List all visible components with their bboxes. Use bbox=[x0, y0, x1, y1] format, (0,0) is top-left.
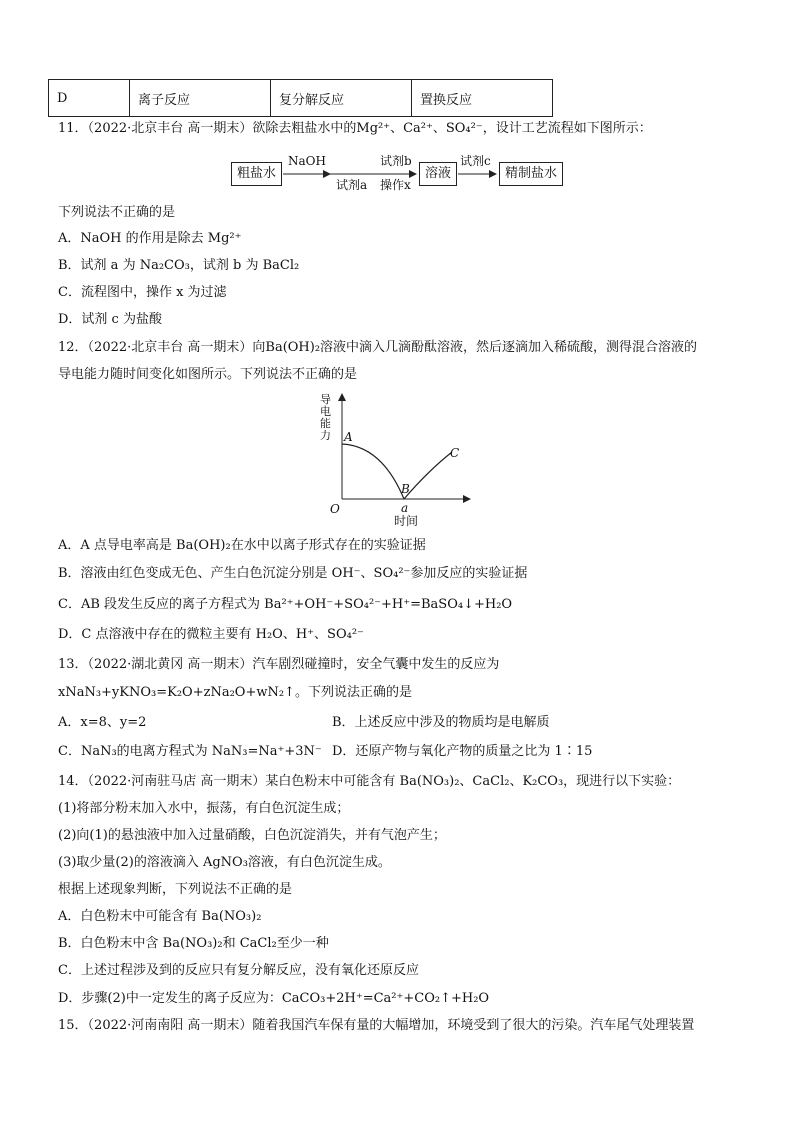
q11-option-b: B．试剂 a 为 Na₂CO₃，试剂 b 为 BaCl₂ bbox=[58, 258, 300, 273]
graph-xlabel: 时间 bbox=[394, 514, 419, 528]
q13-option-b: B．上述反应中涉及的物质均是电解质 bbox=[332, 715, 550, 730]
q14-step-2: (2)向(1)的悬浊液中加入过量硝酸，白色沉淀消失，并有气泡产生； bbox=[58, 828, 446, 843]
process-flow-diagram bbox=[0, 154, 794, 204]
q12-option-a: A．A 点导电率高是 Ba(OH)₂在水中以离子形式存在的实验证据 bbox=[58, 538, 426, 553]
flow-label-reagent-c: 试剂c bbox=[460, 154, 491, 168]
curve-ab bbox=[342, 444, 404, 499]
q11-option-c: C．流程图中，操作 x 为过滤 bbox=[58, 285, 227, 300]
graph-tick-a: a bbox=[401, 501, 409, 515]
table-cell: D bbox=[49, 80, 130, 117]
q13-stem: 13．（2022·湖北黄冈 高一期末）汽车剧烈碰撞时，安全气囊中发生的反应为 bbox=[58, 657, 500, 672]
q13-option-c: C．NaN₃的电离方程式为 NaN₃=Na⁺+3N⁻ bbox=[58, 744, 322, 759]
flow-label-reagent-b: 试剂b bbox=[380, 154, 412, 168]
table-row bbox=[49, 80, 553, 117]
table-cell: 置换反应 bbox=[412, 80, 553, 117]
flow-label-operation-x: 操作x bbox=[380, 178, 411, 192]
q12-option-b: B．溶液由红色变成无色、产生白色沉淀分别是 OH⁻、SO₄²⁻参加反应的实验证据 bbox=[58, 566, 528, 581]
answer-table bbox=[48, 79, 553, 117]
q11-prompt: 下列说法不正确的是 bbox=[58, 205, 176, 220]
q14-option-b: B．白色粉末中含 Ba(NO₃)₂和 CaCl₂至少一种 bbox=[58, 936, 329, 951]
q13-option-d: D．还原产物与氧化产物的质量之比为 1∶15 bbox=[332, 744, 593, 759]
flow-label-naoh: NaOH bbox=[288, 154, 326, 168]
table-cell: 离子反应 bbox=[130, 80, 271, 117]
q13-option-a: A．x=8、y=2 bbox=[58, 715, 147, 730]
q12-option-c: C．AB 段发生反应的离子方程式为 Ba²⁺+OH⁻+SO₄²⁻+H⁺=BaSO₄↓+H₂O bbox=[58, 597, 513, 612]
flow-arrows bbox=[0, 154, 794, 204]
flow-label-reagent-a: 试剂a bbox=[336, 178, 368, 192]
q12-option-d: D．C 点溶液中存在的微粒主要有 H₂O、H⁺、SO₄²⁻ bbox=[58, 627, 364, 642]
q11-option-d: D．试剂 c 为盐酸 bbox=[58, 312, 162, 327]
q14-stem: 14．（2022·河南驻马店 高一期末）某白色粉末中可能含有 Ba(NO₃)₂、CaCl₂、K₂CO₃，现进行以下实验： bbox=[58, 774, 681, 789]
graph-point-b: B bbox=[401, 482, 410, 496]
q11-stem: 11．（2022·北京丰台 高一期末）欲除去粗盐水中的Mg²⁺、Ca²⁺、SO₄²⁻，设计工艺流程如下图所示： bbox=[58, 121, 652, 136]
flow-box-solution: 溶液 bbox=[419, 162, 457, 186]
graph-origin: O bbox=[330, 502, 340, 516]
flow-box-raw-brine: 粗盐水 bbox=[231, 162, 282, 186]
q14-step-3: (3)取少量(2)的溶液滴入 AgNO₃溶液，有白色沉淀生成。 bbox=[58, 855, 391, 870]
q14-option-a: A．白色粉末中可能含有 Ba(NO₃)₂ bbox=[58, 909, 262, 924]
q13-equation: xNaN₃+yKNO₃=K₂O+zNa₂O+wN₂↑。下列说法正确的是 bbox=[58, 685, 412, 700]
graph-point-a: A bbox=[344, 430, 353, 444]
flow-box-refined-brine: 精制盐水 bbox=[499, 162, 563, 186]
conductivity-graph bbox=[310, 386, 490, 534]
q14-option-d: D．步骤(2)中一定发生的离子反应为：CaCO₃+2H⁺=Ca²⁺+CO₂↑+H₂O bbox=[58, 991, 490, 1006]
q15-stem: 15．（2022·河南南阳 高一期末）随着我国汽车保有量的大幅增加，环境受到了很大的污染。汽车尾气处理装置 bbox=[58, 1018, 695, 1033]
table-cell: 复分解反应 bbox=[271, 80, 412, 117]
graph-ylabel: 导电能力 bbox=[320, 393, 331, 442]
q14-prompt: 根据上述现象判断，下列说法不正确的是 bbox=[58, 882, 293, 897]
curve-bc bbox=[404, 452, 452, 499]
q11-option-a: A．NaOH 的作用是除去 Mg²⁺ bbox=[58, 231, 242, 246]
q14-step-1: (1)将部分粉末加入水中，振荡，有白色沉淀生成； bbox=[58, 801, 350, 816]
q14-option-c: C．上述过程涉及到的反应只有复分解反应，没有氧化还原反应 bbox=[58, 963, 419, 978]
q12-stem-line1: 12．（2022·北京丰台 高一期末）向Ba(OH)₂溶液中滴入几滴酚酞溶液，然后逐滴加入稀硫酸，测得混合溶液的 bbox=[58, 340, 698, 355]
q12-stem-line2: 导电能力随时间变化如图所示。下列说法不正确的是 bbox=[58, 367, 358, 382]
graph-point-c: C bbox=[450, 446, 460, 460]
